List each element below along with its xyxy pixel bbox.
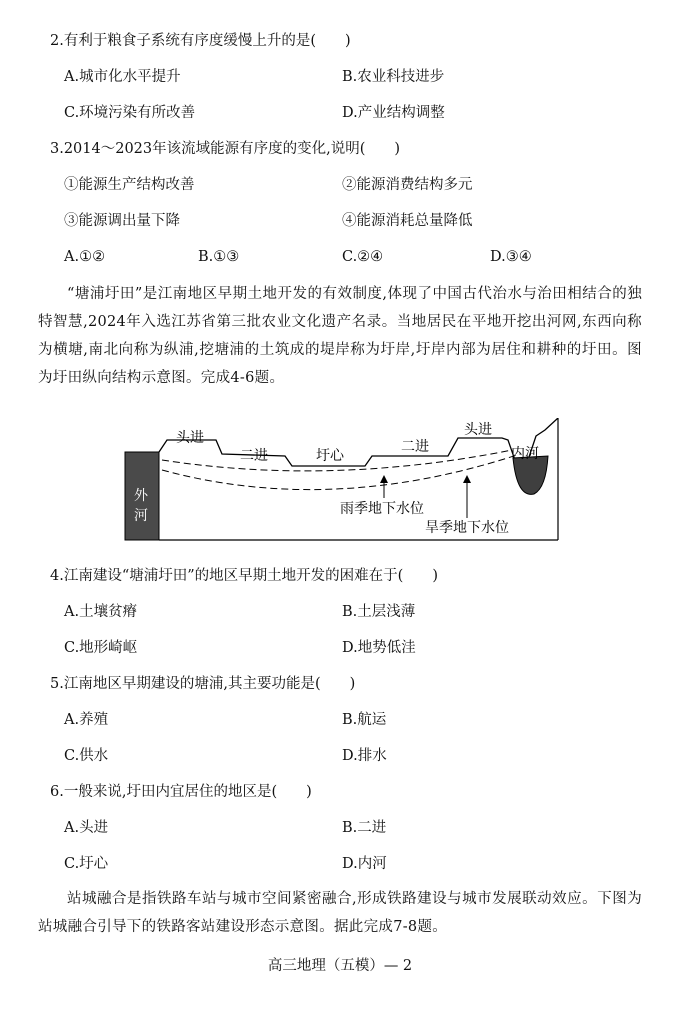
q3-option-b[interactable]: B.①③ <box>198 249 240 265</box>
q6-option-b[interactable]: B.二进 <box>342 820 387 836</box>
label-waihe-1: 外 <box>134 488 148 504</box>
label-waihe-2: 河 <box>134 508 148 524</box>
q3-item-3: ③能源调出量下降 <box>64 213 180 229</box>
label-neihe: 内河 <box>511 446 539 462</box>
q6-option-c[interactable]: C.圩心 <box>64 856 109 872</box>
label-erjin-right: 二进 <box>401 439 429 455</box>
question-2-stem: 2.有利于粮食子系统有序度缓慢上升的是( ) <box>50 33 351 49</box>
q3-item-1: ①能源生产结构改善 <box>64 177 195 193</box>
q5-option-a[interactable]: A.养殖 <box>64 712 109 728</box>
q2-option-a[interactable]: A.城市化水平提升 <box>64 69 181 85</box>
question-3-stem: 3.2014～2023年该流域能源有序度的变化,说明( ) <box>50 141 401 157</box>
q3-item-4: ④能源消耗总量降低 <box>342 213 473 229</box>
passage-4-6: “塘浦圩田”是江南地区早期土地开发的有效制度,体现了中国古代治水与治田相结合的独特智慧,2024年入选江苏省第三批农业文化遗产名录。当地居民在平地开挖出河网,东西向称为横塘,南北向称为纵浦,挖塘浦的土筑成的堤岸称为圩岸,圩岸内部为居住和耕种的圩田。图为圩田纵向结构示意图。完成4-6题。 <box>38 286 642 386</box>
question-6-stem: 6.一般来说,圩田内宜居住的地区是( ) <box>50 784 312 800</box>
dry-arrow-head <box>463 475 471 483</box>
q5-option-b[interactable]: B.航运 <box>342 712 387 728</box>
rain-arrow-head <box>380 475 388 483</box>
q5-option-d[interactable]: D.排水 <box>342 748 387 764</box>
label-erjin-left: 二进 <box>240 448 268 464</box>
passage-7-8: 站城融合是指铁路车站与城市空间紧密融合,形成铁路建设与城市发展联动效应。下图为站城融合引导下的铁路客站建设形态示意图。据此完成7-8题。 <box>38 891 642 935</box>
label-toujin-left: 头进 <box>176 430 204 446</box>
q6-option-a[interactable]: A.头进 <box>64 820 109 836</box>
q4-option-a[interactable]: A.土壤贫瘠 <box>64 604 138 620</box>
q4-option-c[interactable]: C.地形崎岖 <box>64 640 138 656</box>
q2-option-c[interactable]: C.环境污染有所改善 <box>64 105 196 121</box>
q5-option-c[interactable]: C.供水 <box>64 748 109 764</box>
q3-option-a[interactable]: A.①② <box>64 249 106 265</box>
label-rain-water: 雨季地下水位 <box>340 501 424 517</box>
q2-option-b[interactable]: B.农业科技进步 <box>342 69 445 85</box>
q2-option-d[interactable]: D.产业结构调整 <box>342 105 445 121</box>
q3-option-d[interactable]: D.③④ <box>490 249 532 265</box>
label-toujin-right: 头进 <box>464 422 492 438</box>
question-4-stem: 4.江南建设“塘浦圩田”的地区早期土地开发的困难在于( ) <box>50 568 438 584</box>
page-footer: 高三地理（五模）— 2 <box>267 958 413 974</box>
question-5-stem: 5.江南地区早期建设的塘浦,其主要功能是( ) <box>50 676 356 692</box>
polder-cross-section-figure <box>122 418 562 543</box>
q3-option-c[interactable]: C.②④ <box>342 249 384 265</box>
ground-profile <box>159 418 558 466</box>
q4-option-b[interactable]: B.土层浅薄 <box>342 604 416 620</box>
label-dry-water: 旱季地下水位 <box>425 520 509 536</box>
label-weixin: 圩心 <box>316 448 344 464</box>
q3-item-2: ②能源消费结构多元 <box>342 177 473 193</box>
q4-option-d[interactable]: D.地势低洼 <box>342 640 416 656</box>
q6-option-d[interactable]: D.内河 <box>342 856 387 872</box>
